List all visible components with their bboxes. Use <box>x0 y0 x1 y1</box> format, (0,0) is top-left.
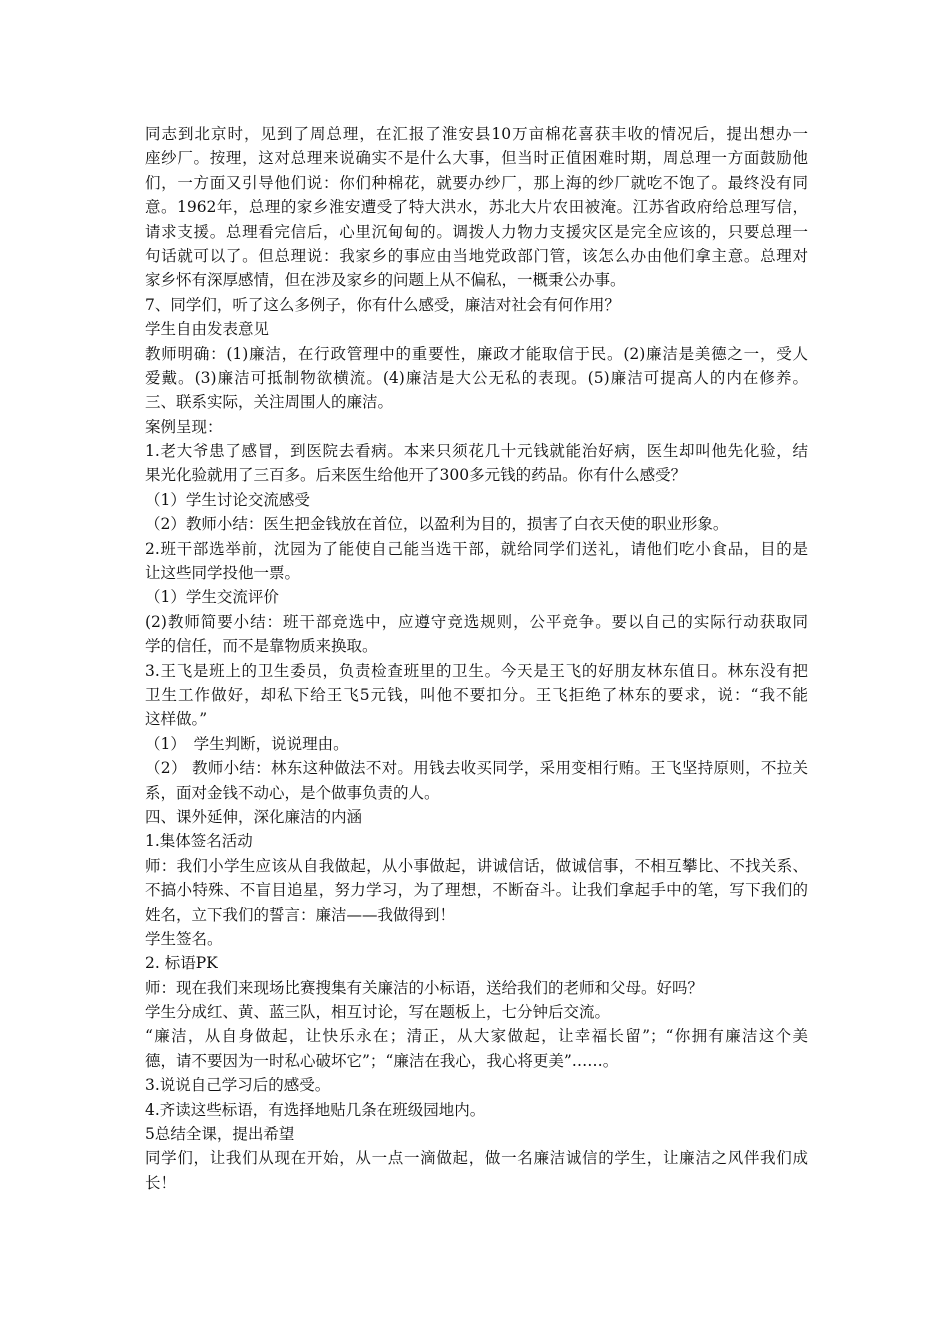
text-line: 卫生工作做好，却私下给王飞5元钱，叫他不要扣分。王飞拒绝了林东的要求，说：“我不能 <box>145 685 808 704</box>
text-line: 果光化验就用了三百多。后来医生给他开了300多元钱的药品。你有什么感受？ <box>145 466 687 485</box>
text-line: 2.班干部选举前，沈园为了能使自己能当选干部，就给同学们送礼，请他们吃小食品，目的是 <box>145 539 808 558</box>
text-line: 这样做。” <box>145 710 208 729</box>
text-line: 教师明确：(1)廉洁，在行政管理中的重要性，廉政才能取信于民。(2)廉洁是美德之一，受人 <box>145 344 808 363</box>
text-line: 德，请不要因为一时私心破坏它”；“廉洁在我心，我心将更美”……。 <box>145 1051 619 1070</box>
text-line: 意。1962年，总理的家乡淮安遭受了特大洪水，苏北大片农田被淹。江苏省政府给总理写信， <box>145 198 808 217</box>
text-line: 让这些同学投他一票。 <box>145 564 301 583</box>
text-line: (2)教师简要小结：班干部竞选中，应遵守竞选规则，公平竞争。要以自己的实际行动获取同 <box>145 612 808 631</box>
document-body <box>145 122 808 1195</box>
text-line: 学生分成红、黄、蓝三队，相互讨论，写在题板上，七分钟后交流。 <box>145 1003 611 1022</box>
text-line: 3.王飞是班上的卫生委员，负责检查班里的卫生。今天是王飞的好朋友林东值日。林东没有把 <box>145 661 808 680</box>
text-line: 学生签名。 <box>145 929 223 948</box>
text-line: 系，面对金钱不动心，是个做事负责的人。 <box>145 783 440 802</box>
text-line: 座纱厂。按理，这对总理来说确实不是什么大事，但当时正值困难时期，周总理一方面鼓励他 <box>145 149 808 168</box>
text-line: 4.齐读这些标语，有选择地贴几条在班级园地内。 <box>145 1100 486 1119</box>
text-line: （1） 学生判断，说说理由。 <box>145 734 349 753</box>
text-line: （1）学生讨论交流感受 <box>145 490 310 509</box>
text-line: 长！ <box>145 1173 177 1192</box>
text-line: 家乡怀有深厚感情，但在涉及家乡的问题上从不偏私，一概秉公办事。 <box>145 271 626 290</box>
text-line: 学生自由发表意见 <box>145 320 270 339</box>
text-line: 句话就可以了。但总理说：我家乡的事应由当地党政部门管，该怎么办由他们拿主意。总理对 <box>145 246 808 265</box>
text-line: 请求支援。总理看完信后，心里沉甸甸的。调拨人力物力支援灾区是完全应该的，只要总理一 <box>145 222 808 241</box>
text-line: 三、联系实际，关注周围人的廉洁。 <box>145 393 394 412</box>
text-line: 们，一方面又引导他们说：你们种棉花，就要办纱厂，那上海的纱厂就吃不饱了。最终没有同 <box>145 173 808 192</box>
text-line: （2）教师小结：医生把金钱放在首位，以盈利为目的，损害了白衣天使的职业形象。 <box>145 515 729 534</box>
text-line: 师：我们小学生应该从自我做起，从小事做起，讲诚信话，做诚信事，不相互攀比、不找关系、 <box>145 856 808 875</box>
text-line: 案例呈现： <box>145 417 223 436</box>
text-line: 不搞小特殊、不盲目追星，努力学习，为了理想，不断奋斗。让我们拿起手中的笔，写下我们的 <box>145 881 808 900</box>
text-line: 学的信任，而不是靠物质来换取。 <box>145 637 378 656</box>
text-line: “廉洁，从自身做起，让快乐永在；清正，从大家做起，让幸福长留”；“你拥有廉洁这个美 <box>145 1027 808 1046</box>
text-line: 四、课外延伸，深化廉洁的内涵 <box>145 807 363 826</box>
text-line: 爱戴。(3)廉洁可抵制物欲横流。(4)廉洁是大公无私的表现。(5)廉洁可提高人的内在修养。 <box>145 368 808 387</box>
text-line: 师：现在我们来现场比赛搜集有关廉洁的小标语，送给我们的老师和父母。好吗？ <box>145 978 704 997</box>
text-line: 2. 标语PK <box>145 954 218 973</box>
text-line: 5总结全课，提出希望 <box>145 1125 295 1144</box>
text-line: 3.说说自己学习后的感受。 <box>145 1076 331 1095</box>
text-line: 1.集体签名活动 <box>145 832 253 851</box>
text-line: （1）学生交流评价 <box>145 588 279 607</box>
text-line: 同志到北京时，见到了周总理，在汇报了淮安县10万亩棉花喜获丰收的情况后，提出想办一 <box>145 125 808 143</box>
text-line: 7、同学们，听了这么多例子，你有什么感受，廉洁对社会有何作用？ <box>145 295 620 314</box>
text-line: 姓名，立下我们的誓言：廉洁——我做得到！ <box>145 905 456 924</box>
text-line: （2） 教师小结：林东这种做法不对。用钱去收买同学，采用变相行贿。王飞坚持原则，不拉关 <box>145 759 808 778</box>
text-line: 1.老大爷患了感冒，到医院去看病。本来只须花几十元钱就能治好病，医生却叫他先化验，结 <box>145 442 808 461</box>
text-line: 同学们，让我们从现在开始，从一点一滴做起，做一名廉洁诚信的学生，让廉洁之风伴我们成 <box>145 1149 808 1168</box>
